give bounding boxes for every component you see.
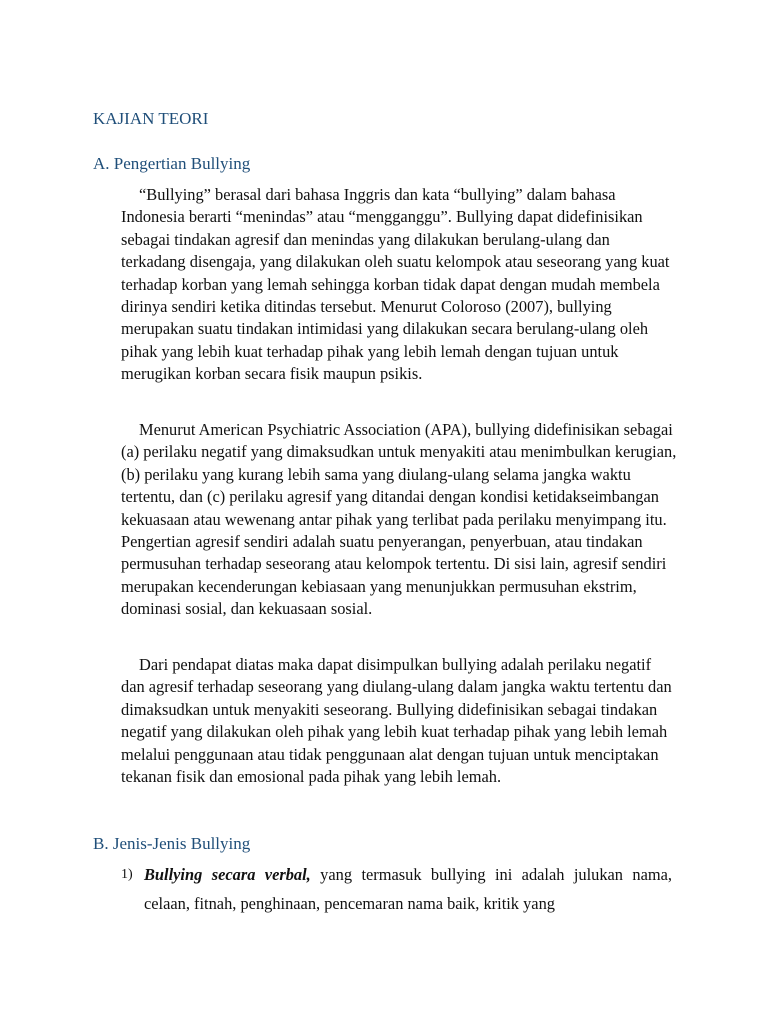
list-item-number: 1) (121, 867, 133, 882)
section-a-heading: A. Pengertian Bullying (93, 154, 251, 173)
paragraph-apa-definition: Menurut American Psychiatric Association (APA), bullying didefinisikan sebagai (a) perilaku negatif yang dimaksudkan untuk menyakiti atau menimbulkan kerugian, (b) perilaku yang kurang lebih sama yang diulang-ulang selama jangka waktu tertentu, dan (c) perilaku agresif yang ditandai dengan kondisi ketidakseimbangan kekuasaan atau wewenang antar pihak yang terlibat pada perilaku menyimpang itu. Pengertian agresif sendiri adalah suatu penyerangan, penyerbuan, atau tindakan permusuhan terhadap seseorang atau kelompok tertentu. Di sisi lain, agresif sendiri merupakan kecenderungan kebiasaan yang menunjukkan permusuhan ekstrim, dominasi sosial, dan kekuasaan sosial. (121, 420, 677, 619)
paragraph-conclusion: Dari pendapat diatas maka dapat disimpulkan bullying adalah perilaku negatif dan agresif terhadap seseorang yang diulang-ulang dalam jangka waktu tertentu dan dimaksudkan untuk menyakiti seseorang. Bullying didefinisikan sebagai tindakan negatif yang dilakukan oleh pihak yang lebih kuat terhadap pihak yang lebih lemah melalui penggunaan atau tidak penggunaan alat dengan tujuan untuk menciptakan tekanan fisik dan emosional pada pihak yang lebih lemah. (121, 655, 672, 787)
section-b-heading: B. Jenis-Jenis Bullying (93, 834, 251, 853)
bullying-types-list (121, 860, 672, 918)
list-item-term: Bullying secara verbal, (144, 865, 311, 884)
paragraph-bullying-definition: “Bullying” berasal dari bahasa Inggris dan kata “bullying” dalam bahasa Indonesia berarti “menindas” atau “mengganggu”. Bullying dapat didefinisikan sebagai tindakan agresif dan menindas yang dilakukan berulang-ulang dan terkadang disengaja, yang dilakukan oleh suatu kelompok atau seseorang yang kuat terhadap korban yang lemah sehingga korban tidak dapat dengan mudah membela dirinya sendiri ketika ditindas tersebut. Menurut Coloroso (2007), bullying merupakan suatu tindakan intimidasi yang dilakukan secara berulang-ulang oleh pihak yang lebih kuat terhadap pihak yang lebih lemah dengan tujuan untuk merugikan korban secara fisik maupun psikis. (121, 185, 670, 384)
document-title: KAJIAN TEORI (93, 109, 209, 128)
list-item-text: yang termasuk bullying ini adalah julukan nama, celaan, fitnah, penghinaan, pencemaran nama baik, kritik yang (144, 865, 672, 913)
list-item-verbal-bullying (121, 860, 672, 918)
